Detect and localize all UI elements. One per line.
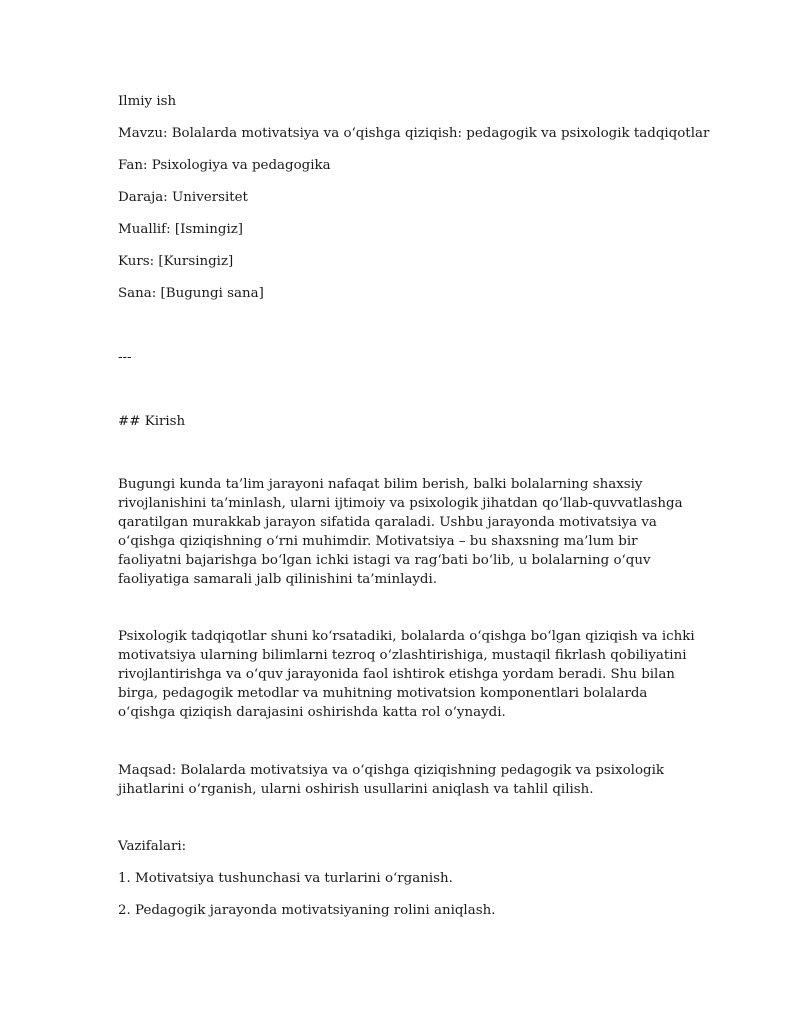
separator: --- bbox=[118, 350, 132, 365]
task-item-2: 2. Pedagogik jarayonda motivatsiyaning rolini aniqlash. bbox=[118, 903, 496, 918]
goal-paragraph: Maqsad: Bolalarda motivatsiya va o‘qishga qiziqishning pedagogik va psixologik jihatlarini o‘rganish, ularni oshirish usullarini aniqlash va tahlil qilish. bbox=[118, 763, 664, 797]
topic-line: Mavzu: Bolalarda motivatsiya va o‘qishga qiziqish: pedagogik va psixologik tadqiqotlar bbox=[118, 126, 710, 141]
subject-line: Fan: Psixologiya va pedagogika bbox=[118, 158, 331, 173]
tasks-title: Vazifalari: bbox=[118, 839, 187, 854]
intro-paragraph-2: Psixologik tadqiqotlar shuni ko‘rsatadiki, bolalarda o‘qishga bo‘lgan qiziqish va ichki motivatsiya ularning bilimlarni tezroq o‘zlashtirishiga, mustaqil fikrlash qobiliyatini rivojlantirishga va o‘quv jarayonida faol ishtirok etishga yordam beradi. Shu bilan birga, pedagogik metodlar va muhitning motivatsion komponentlari bolalarda o‘qishga qiziqish darajasini oshirishda katta rol o‘ynaydi. bbox=[118, 629, 695, 720]
document-type: Ilmiy ish bbox=[118, 94, 177, 109]
course-line: Kurs: [Kursingiz] bbox=[118, 254, 234, 269]
author-line: Muallif: [Ismingiz] bbox=[118, 222, 244, 237]
level-line: Daraja: Universitet bbox=[118, 190, 248, 205]
task-item-1: 1. Motivatsiya tushunchasi va turlarini o‘rganish. bbox=[118, 871, 453, 886]
date-line: Sana: [Bugungi sana] bbox=[118, 286, 264, 301]
document-page bbox=[118, 92, 710, 933]
intro-paragraph-1: Bugungi kunda ta’lim jarayoni nafaqat bilim berish, balki bolalarning shaxsiy rivojlanishini ta’minlash, ularni ijtimoiy va psixologik jihatdan qo‘llab-quvvatlashga qaratilgan murakkab jarayon sifatida qaraladi. Ushbu jarayonda motivatsiya va o‘qishga qiziqishning o‘rni muhimdir. Motivatsiya – bu shaxsning ma’lum bir faoliyatni bajarishga bo‘lgan ichki istagi va rag‘bati bo‘lib, u bolalarning o‘quv faoliyatiga samarali jalb qilinishini ta’minlaydi. bbox=[118, 477, 683, 587]
intro-heading: ## Kirish bbox=[118, 414, 186, 429]
